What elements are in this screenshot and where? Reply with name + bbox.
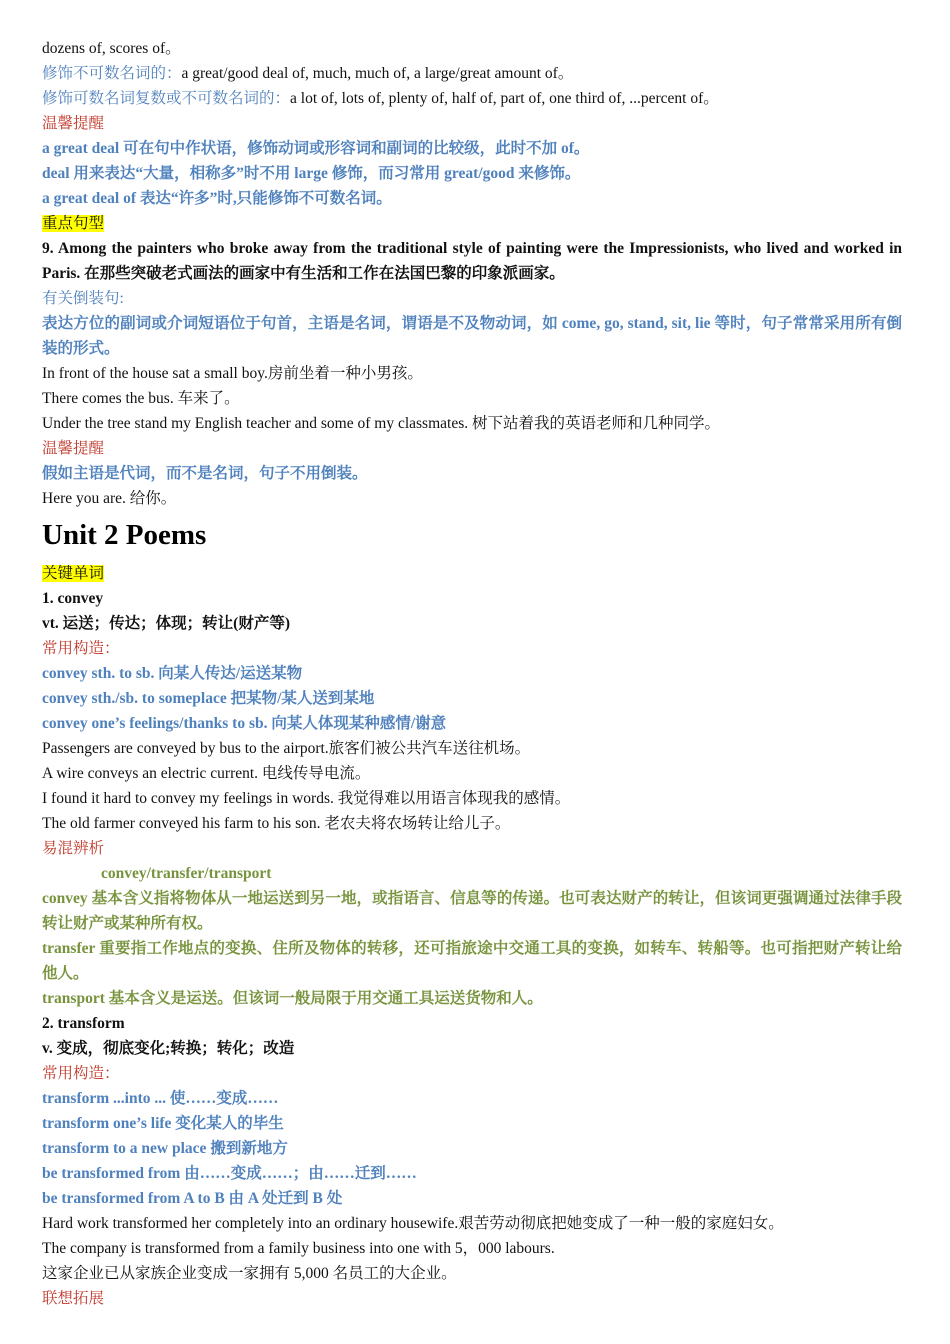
- tip-text: 假如主语是代词，而不是名词，句子不用倒装。: [42, 465, 368, 482]
- example-translation: 这家企业已从家族企业变成一家拥有 5,000 名员工的大企业。: [42, 1265, 457, 1282]
- example-sentence: Hard work transformed her completely into an ordinary housewife.艰苦劳动彻底把她变成了一种一般的家庭妇女。: [42, 1215, 784, 1232]
- structure-label: 常用构造：: [42, 640, 120, 657]
- structure-item: transform one’s life 变化某人的毕生: [42, 1115, 284, 1132]
- phrase-list: a great/good deal of, much, much of, a large/great amount of。: [181, 65, 574, 82]
- highlight-label: 重点句型: [42, 215, 105, 232]
- example-sentence: I found it hard to convey my feelings in words. 我觉得难以用语言体现我的感情。: [42, 790, 571, 807]
- comparison-title: convey/transfer/transport: [101, 865, 272, 882]
- label: 修饰不可数名词的：: [42, 65, 182, 82]
- structure-item: convey sth./sb. to someplace 把某物/某人送到某地: [42, 690, 375, 707]
- structure-item: transform to a new place 搬到新地方: [42, 1140, 288, 1157]
- word-definition: v. 变成，彻底变化;转换；转化；改造: [42, 1040, 295, 1057]
- tip-text: a great deal of 表达“许多”时,只能修饰不可数名词。: [42, 190, 392, 207]
- word-definition: vt. 运送；传达；体现；转让(财产等): [42, 615, 290, 632]
- comparison-text: transport 基本含义是运送。但该词一般局限于用交通工具运送货物和人。: [42, 990, 543, 1007]
- tip-text: deal 用来表达“大量，相称多”时不用 large 修饰，而习常用 great/good 来修饰。: [42, 165, 581, 182]
- section-heading: [42, 561, 902, 586]
- example-sentence: A wire conveys an electric current. 电线传导电流。: [42, 765, 371, 782]
- structure-item: convey sth. to sb. 向某人传达/运送某物: [42, 665, 303, 682]
- structure-item: convey one’s feelings/thanks to sb. 向某人体现某种感情/谢意: [42, 715, 447, 732]
- section-tip: 温馨提醒: [42, 440, 105, 457]
- example-sentence: The company is transformed from a family business into one with 5，000 labours.: [42, 1240, 555, 1257]
- comparison-text: convey 基本含义指将物体从一地运送到另一地，或指语言、信息等的传递。也可表达财产的转让，但该词更强调通过法律手段转让财产或某种所有权。: [42, 890, 902, 932]
- grammar-rule: 表达方位的副词或介词短语位于句首，主语是名词，谓语是不及物动词，如 come, go, stand, sit, lie 等时，句子常常采用所有倒装的形式。: [42, 315, 902, 357]
- example-sentence: Here you are. 给你。: [42, 490, 177, 507]
- structure-label: 常用构造：: [42, 1065, 120, 1082]
- example-sentence: In front of the house sat a small boy.房前坐着一种小男孩。: [42, 365, 423, 382]
- highlight-label: 关键单词: [42, 565, 105, 582]
- grammar-heading: 有关倒装句:: [42, 290, 124, 307]
- example-sentence: There comes the bus. 车来了。: [42, 390, 240, 407]
- word-heading: 2. transform: [42, 1015, 125, 1032]
- comparison-label: 易混辨析: [42, 840, 105, 857]
- structure-item: be transformed from A to B 由 A 处迁到 B 处: [42, 1190, 343, 1207]
- tip-text: a great deal 可在句中作状语，修饰动词或形容词和副词的比较级，此时不加 of。: [42, 140, 590, 157]
- section-tip: 温馨提醒: [42, 115, 105, 132]
- example-sentence: Under the tree stand my English teacher and some of my classmates. 树下站着我的英语老师和几种同学。: [42, 415, 720, 432]
- word-heading: 1. convey: [42, 590, 104, 607]
- example-sentence: Passengers are conveyed by bus to the airport.旅客们被公共汽车送往机场。: [42, 740, 531, 757]
- phrase-list: a lot of, lots of, plenty of, half of, part of, one third of, ...percent of。: [290, 90, 719, 107]
- example-sentence: The old farmer conveyed his farm to his son. 老农夫将农场转让给儿子。: [42, 815, 511, 832]
- section-heading: [42, 211, 902, 236]
- structure-item: transform ...into ... 使……变成……: [42, 1090, 279, 1107]
- extension-label: 联想拓展: [42, 1290, 105, 1307]
- unit-title: Unit 2 Poems: [42, 519, 207, 551]
- text-line: [42, 61, 902, 86]
- key-sentence: 9. Among the painters who broke away from the traditional style of painting were the Impressionists, who lived and worked in Paris. 在那些突破老式画法的画家中有生活和工作在法国巴黎的印象派画家。: [42, 240, 902, 282]
- structure-item: be transformed from 由……变成……；由……迁到……: [42, 1165, 417, 1182]
- comparison-text: transfer 重要指工作地点的变换、住所及物体的转移，还可指旅途中交通工具的变换，如转车、转船等。也可指把财产转让给他人。: [42, 940, 902, 982]
- text-line: [42, 86, 902, 111]
- text-line: dozens of, scores of。: [42, 40, 181, 57]
- label: 修饰可数名词复数或不可数名词的：: [42, 90, 291, 107]
